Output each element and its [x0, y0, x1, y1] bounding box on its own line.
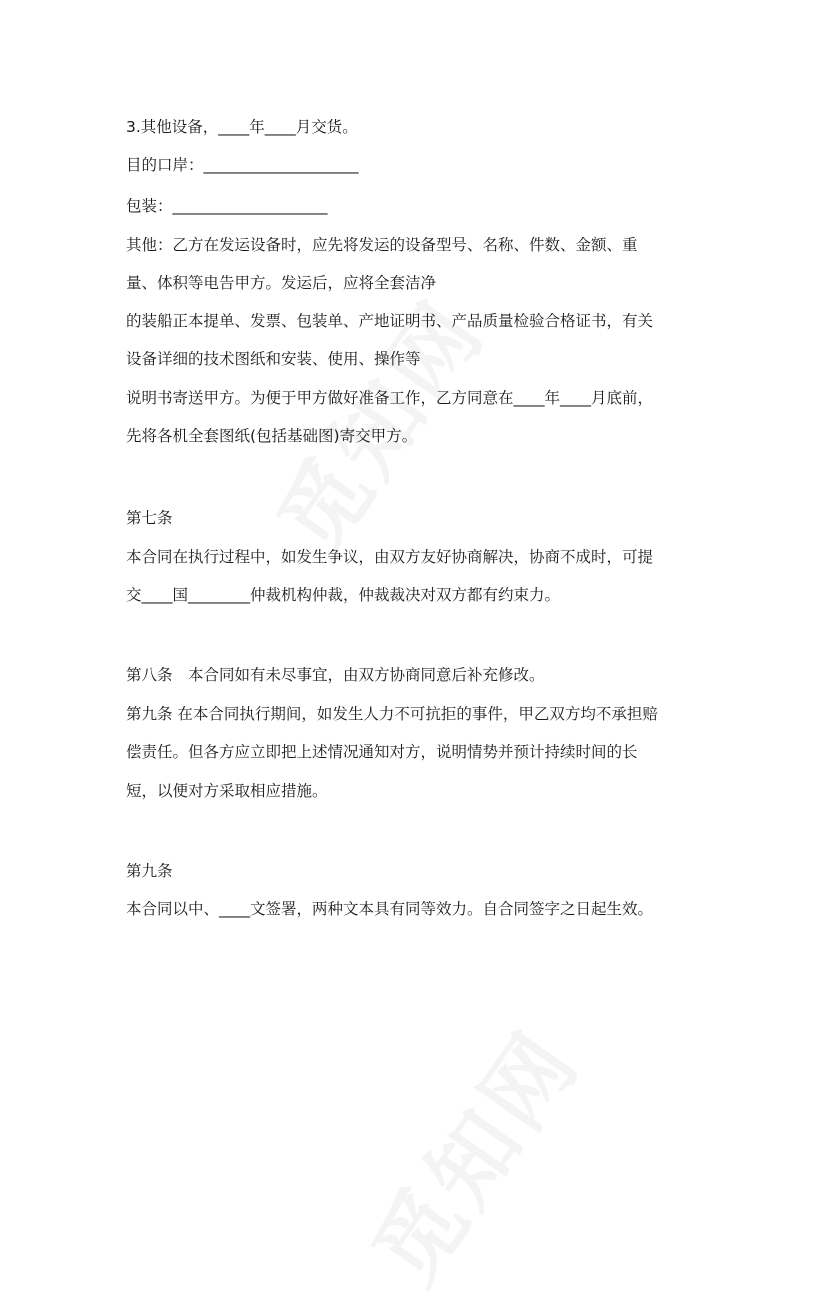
article-9-line-1: 第九条 在本合同执行期间，如发生人力不可抗拒的事件，甲乙双方均不承担赔: [126, 705, 658, 723]
article-9b-line-1: 本合同以中、____文签署，两种文本具有同等效力。自合同签字之日起生效。: [126, 900, 654, 918]
other-terms-line-2: 量、体积等电告甲方。发运后，应将全套洁净: [126, 274, 437, 292]
article-9-line-3: 短，以便对方采取相应措施。: [126, 782, 328, 800]
article-9-line-2: 偿责任。但各方应立即把上述情况通知对方，说明情势并预计持续时间的长: [126, 743, 638, 761]
other-terms-line-1: 其他：乙方在发运设备时，应先将发运的设备型号、名称、件数、金额、重: [126, 236, 638, 254]
article-7-heading: 第七条: [126, 509, 173, 527]
packaging: 包装：____________________: [126, 197, 328, 215]
article-7-line-1: 本合同在执行过程中，如发生争议，由双方友好协商解决，协商不成时，可提: [126, 548, 654, 566]
delivery-other-equipment: 3.其他设备，____年____月交货。: [126, 118, 358, 136]
article-9b-heading: 第九条: [126, 862, 173, 880]
other-terms-line-4: 设备详细的技术图纸和安装、使用、操作等: [126, 350, 421, 368]
article-8: 第八条 本合同如有未尽事宜，由双方协商同意后补充修改。: [126, 666, 545, 684]
watermark: [339, 1001, 604, 1304]
other-terms-line-6: 先将各机全套图纸(包括基础图)寄交甲方。: [126, 427, 418, 445]
other-terms-line-5: 说明书寄送甲方。为便于甲方做好准备工作，乙方同意在____年____月底前，: [126, 389, 654, 407]
other-terms-line-3: 的装船正本提单、发票、包装单、产地证明书、产品质量检验合格证书，有关: [126, 312, 654, 330]
destination-port: 目的口岸：____________________: [126, 156, 359, 174]
article-7-line-2: 交____国________仲裁机构仲裁，仲裁裁决对双方都有约束力。: [126, 586, 561, 604]
